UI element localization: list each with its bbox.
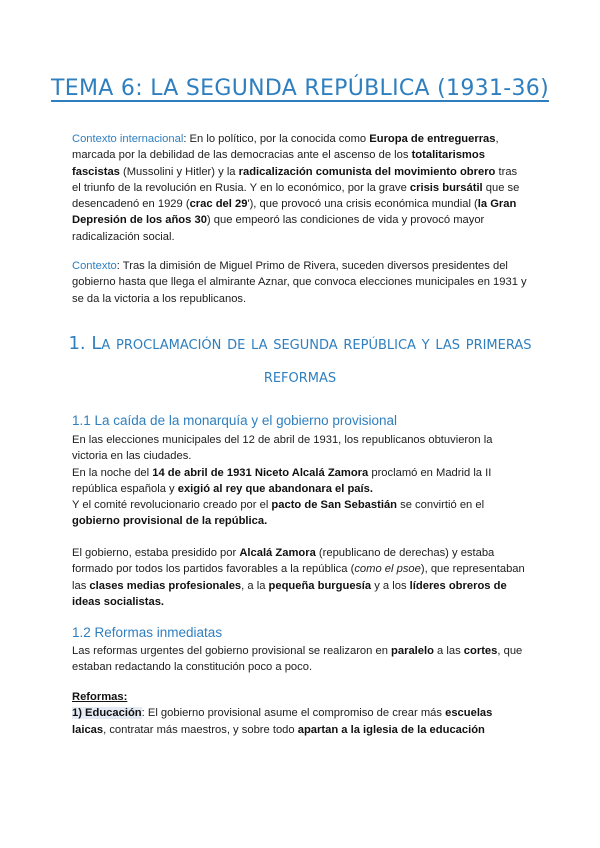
government-paragraph [72,545,528,610]
text: ) que empeoró las condiciones de vida y provocó mayor radicalización social. [72,214,485,243]
bold-text: clases medias profesionales [89,579,242,592]
text: (Mussolini y Hitler) y la [119,165,239,178]
reforms-intro-paragraph [72,643,528,676]
bold-text: pequeña burguesía [268,579,372,592]
context-international-paragraph [72,131,528,245]
text: y a los [371,579,410,592]
text: tras el triunfo de la revolución en Rusia. Y en lo económico, por la grave [72,165,518,194]
context-label: Contexto [72,260,117,272]
section-heading-1: 1. La proclamación de la segunda república y las primeras reformas [68,333,532,387]
bold-text: totalitarismos fascistas [72,149,485,178]
text: '), que provocó una crisis económica mundial ( [247,198,478,211]
bold-text: 14 de abril de 1931 Niceto Alcalá Zamora [152,466,369,479]
reforms-list [72,689,528,738]
italic-text: como el psoe [354,563,421,576]
text: : Tras la dimisión de Miguel Primo de Rivera, suceden diversos presidentes del gobierno hasta que llega el almirante Aznar, que convoca elecciones municipales en 1931 y se da la victoria a los republicanos. [72,260,527,305]
bold-text: pacto de San Sebastián [271,499,398,512]
section-1-1-body [72,432,528,530]
bold-text: líderes obreros de ideas socialistas. [72,579,507,608]
paragraph [72,497,528,530]
context-international-label: Contexto internacional [72,133,184,145]
bold-text: crac del 29 [189,198,248,211]
bold-text: apartan a la iglesia de la educación [297,723,485,736]
reforms-label: Reformas: [72,691,128,703]
paragraph: En las elecciones municipales del 12 de abril de 1931, los republicanos obtuvieron la victoria en las ciudades. [72,434,493,463]
text: , contratar más maestros, y sobre todo [103,723,298,736]
bold-text: Europa de entreguerras [369,133,496,145]
bold-text: radicalización comunista del movimiento obrero [238,165,496,178]
subheading-1-2: 1.2 Reformas inmediatas [72,625,223,640]
page-title: TEMA 6: LA SEGUNDA REPÚBLICA (1931-36) [51,76,549,101]
bold-text: la Gran Depresión de los años 30 [72,198,517,227]
text: , que estaban redactando la constitución poco a poco. [72,645,523,674]
bold-text: Alcalá Zamora [239,547,316,559]
text: a las [433,645,464,657]
text: : En lo político, por la conocida como [183,133,370,145]
text: Las reformas urgentes del gobierno provisional se realizaron en [72,645,392,657]
text: : El gobierno provisional asume el compromiso de crear más [141,707,446,720]
bold-text: exigió al rey que abandonara el país. [177,482,373,495]
text: proclamó en Madrid la II república española y [72,466,492,495]
text: Y el comité revolucionario creado por el [72,499,272,512]
text: El gobierno, estaba presidido por [72,547,240,559]
education-label: 1) Educación [72,707,142,720]
bold-text: crisis bursátil [409,181,483,194]
subheading-1-1: 1.1 La caída de la monarquía y el gobierno provisional [72,413,397,428]
paragraph [72,465,528,498]
text: En la noche del [72,466,153,479]
text: (republicano de derechas) y estaba formado por todos los partidos favorables a la república ( [72,547,495,576]
bold-text: escuelas laicas [72,707,493,736]
context-paragraph [72,258,528,307]
text: ), que representaban las [72,563,525,592]
bold-text: cortes [463,645,498,657]
text: que se desencadenó en 1929 ( [72,181,520,211]
bold-text: paralelo [391,645,434,657]
text: se convirtió en el [397,499,485,512]
text: , marcada por la debilidad de las democracias ante el ascenso de los [72,133,499,162]
bold-text: gobierno provisional de la república. [72,515,268,528]
text: , a la [241,579,269,592]
